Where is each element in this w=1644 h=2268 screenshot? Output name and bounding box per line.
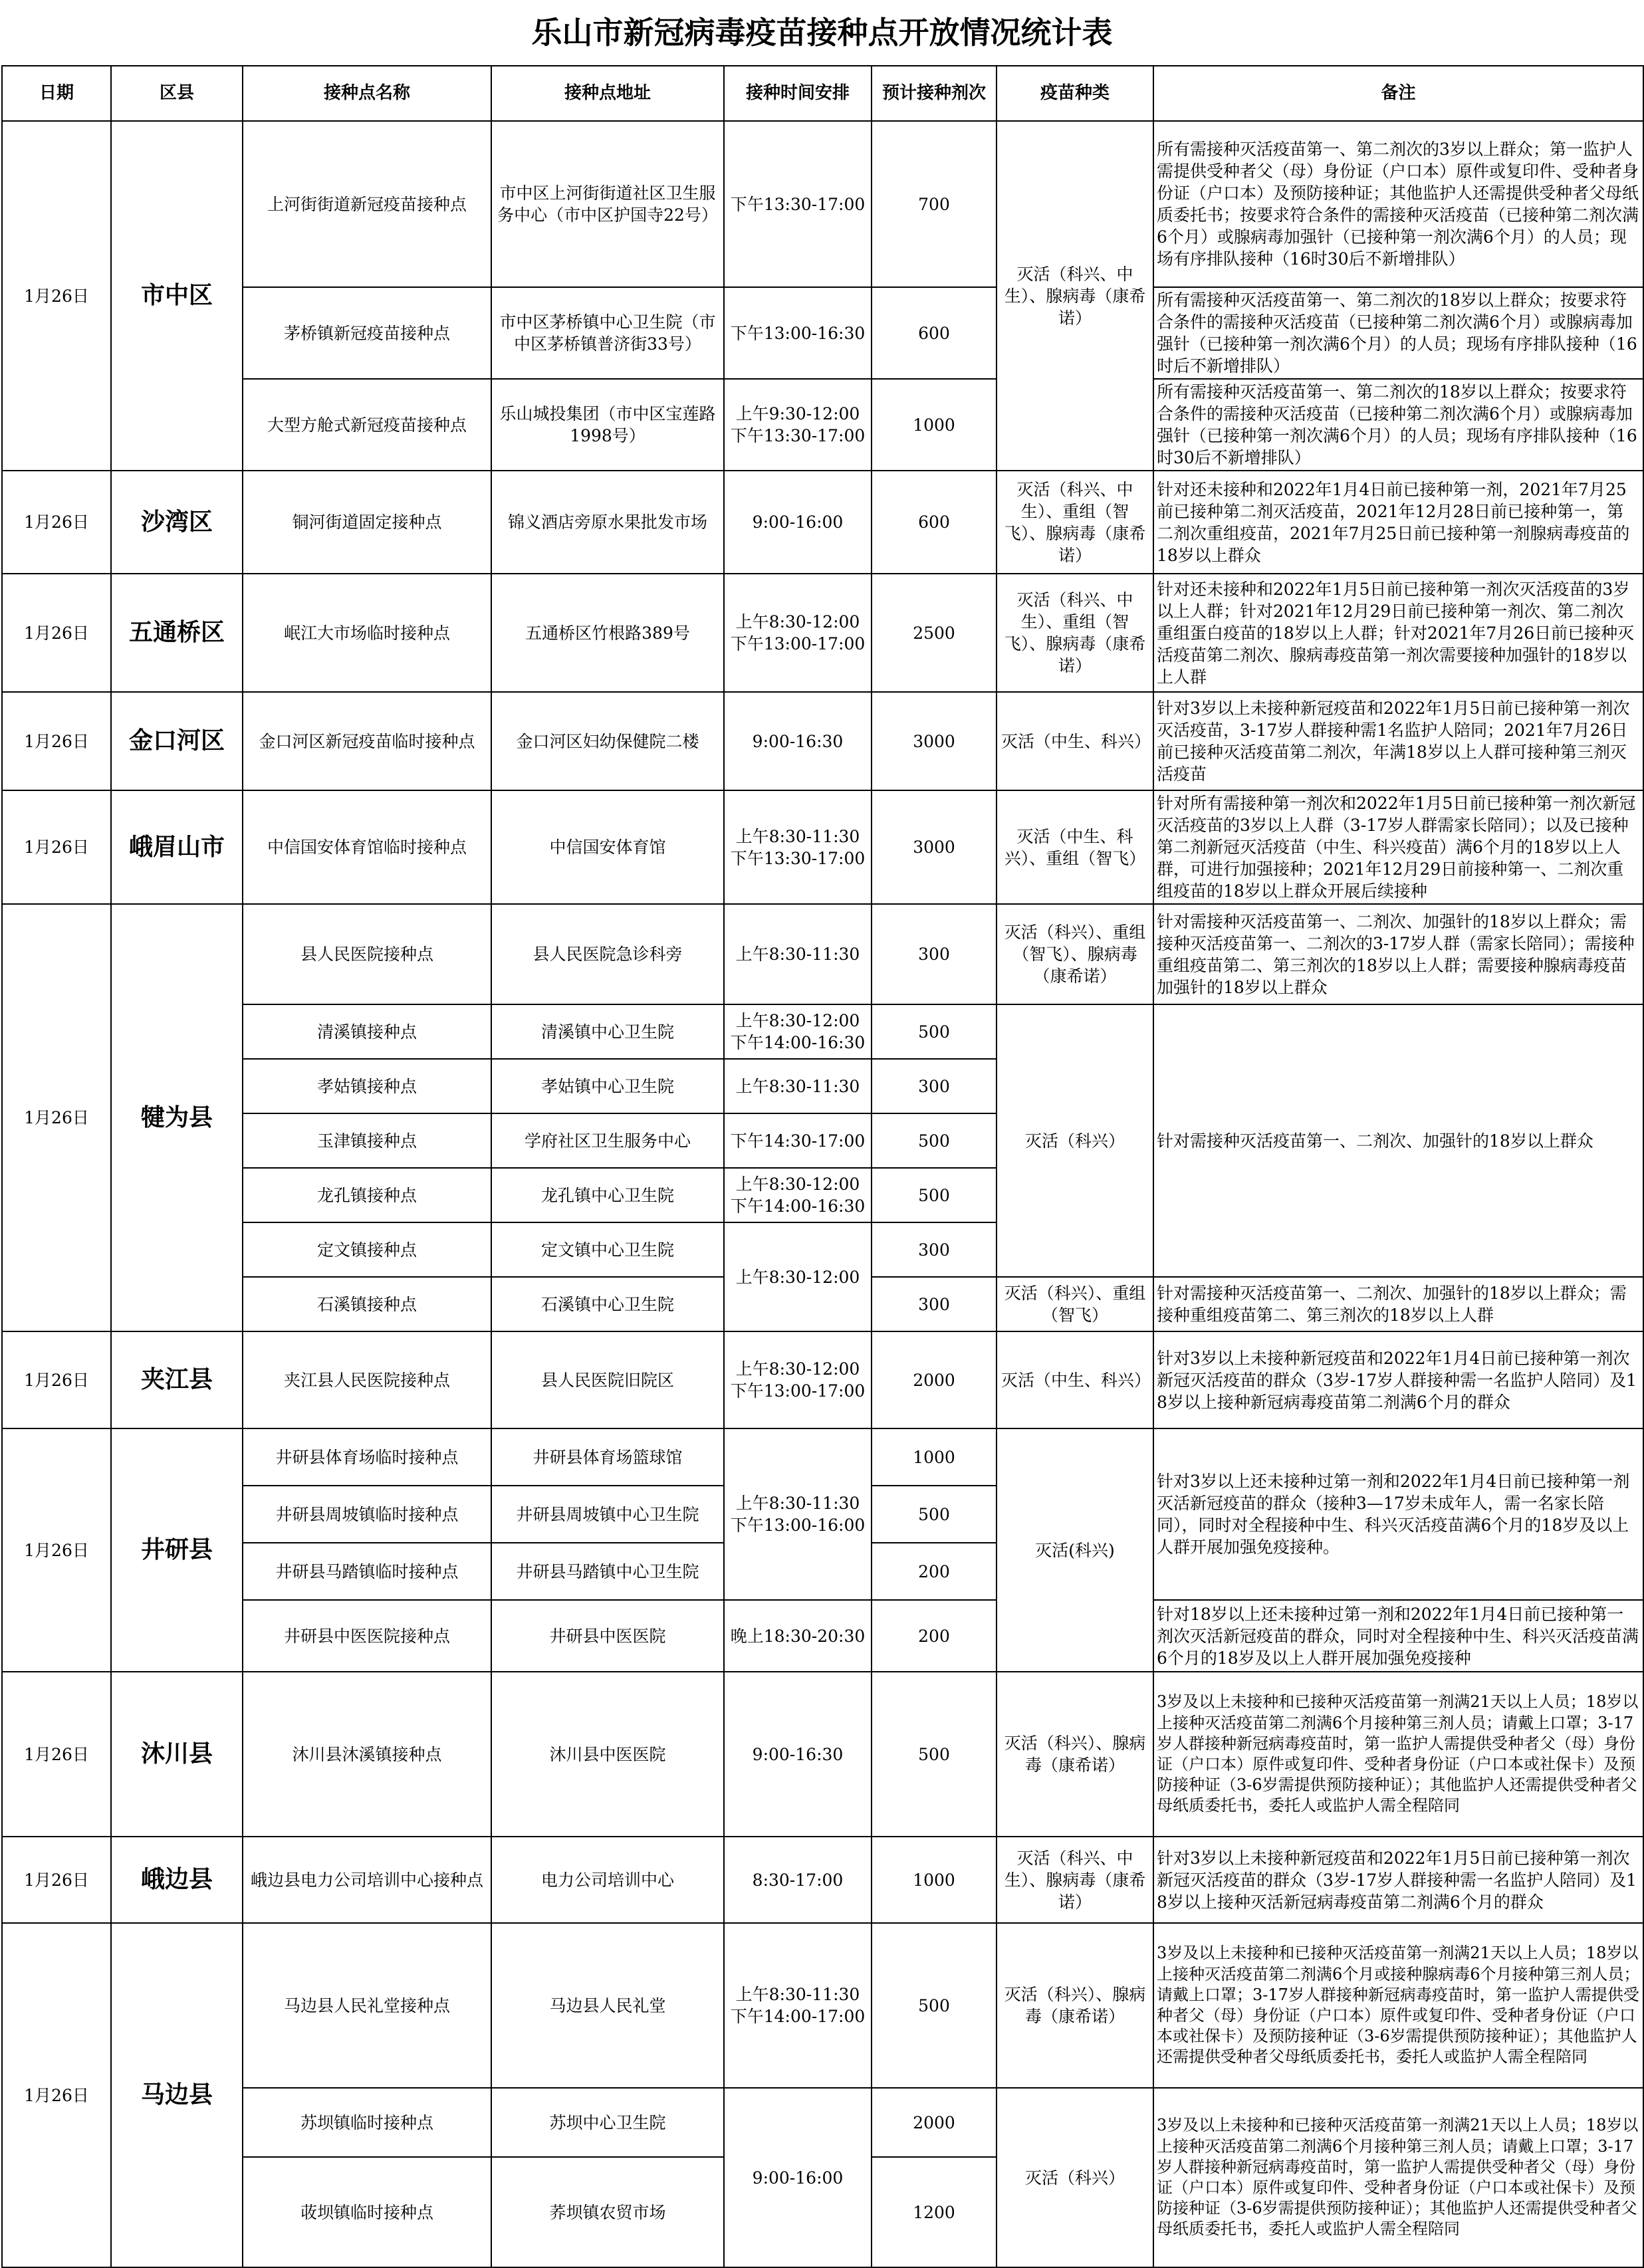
remarks-cell: 所有需接种灭活疫苗第一、第二剂次的3岁以上群众；第一监护人需提供受种者父（母）身份证（户口本）原件或复印件、受种者身份证（户口本）及预防接种证；其他监护人还需提供受种者父母纸质委托书；按要求符合条件的需接种灭活疫苗（已接种第二剂次满6个月）或腺病毒加强针（已接种第一剂次满6个月）的人员；现场有序排队接种（16时30后不新增排队） — [1153, 121, 1643, 287]
doses-cell: 600 — [872, 471, 997, 574]
date-cell: 1月26日 — [2, 904, 111, 1331]
header-vaccine-type: 疫苗种类 — [997, 66, 1153, 121]
schedule-cell: 9:00-16:00 — [724, 2088, 872, 2267]
county-cell: 井研县 — [111, 1428, 243, 1672]
vaccine-type-cell: 灭活(科兴) — [997, 1428, 1153, 1672]
schedule-cell: 9:00-16:00 — [724, 471, 872, 574]
site-name-cell: 定文镇接种点 — [243, 1222, 491, 1277]
doses-cell: 600 — [872, 287, 997, 379]
county-cell: 沙湾区 — [111, 471, 243, 574]
site-address-cell: 市中区茅桥镇中心卫生院（市中区茅桥镇普济街33号） — [491, 287, 724, 379]
header-remarks: 备注 — [1153, 66, 1643, 121]
remarks-cell: 针对3岁以上未接种新冠疫苗和2022年1月5日前已接种第一剂次灭活疫苗，3-17岁人群接种需1名监护人陪同；2021年7月26日前已接种灭活疫苗第二剂次，年满18岁以上人群可接种第三剂灭活疫苗 — [1153, 692, 1643, 790]
site-name-cell: 龙孔镇接种点 — [243, 1168, 491, 1222]
remarks-cell: 针对需接种灭活疫苗第一、二剂次、加强针的18岁以上群众 — [1153, 1004, 1643, 1277]
county-cell: 五通桥区 — [111, 574, 243, 692]
schedule-cell: 上午8:30-11:30 下午13:00-16:00 — [724, 1428, 872, 1600]
site-name-cell: 大型方舱式新冠疫苗接种点 — [243, 379, 491, 471]
date-cell: 1月26日 — [2, 790, 111, 904]
doses-cell: 500 — [872, 1113, 997, 1168]
doses-cell: 1200 — [872, 2157, 997, 2267]
date-cell: 1月26日 — [2, 1331, 111, 1428]
site-name-cell: 井研县马踏镇临时接种点 — [243, 1543, 491, 1600]
site-name-cell: 峨边县电力公司培训中心接种点 — [243, 1837, 491, 1923]
doses-cell: 200 — [872, 1543, 997, 1600]
table-row — [2, 574, 1643, 692]
site-address-cell: 定文镇中心卫生院 — [491, 1222, 724, 1277]
doses-cell: 3000 — [872, 790, 997, 904]
schedule-cell: 上午8:30-11:30 下午14:00-17:00 — [724, 1923, 872, 2088]
table-row — [2, 1428, 1643, 1486]
doses-cell: 300 — [872, 1222, 997, 1277]
doses-cell: 3000 — [872, 692, 997, 790]
vaccine-type-cell: 灭活（科兴） — [997, 2088, 1153, 2267]
vaccine-type-cell: 灭活（科兴、中生）、重组（智飞）、腺病毒（康希诺） — [997, 471, 1153, 574]
schedule-cell: 上午8:30-12:00 下午13:00-17:00 — [724, 1331, 872, 1428]
schedule-cell: 上午8:30-12:00 下午13:00-17:00 — [724, 574, 872, 692]
site-address-cell: 井研县体育场篮球馆 — [491, 1428, 724, 1486]
table-row — [2, 379, 1643, 471]
site-name-cell: 金口河区新冠疫苗临时接种点 — [243, 692, 491, 790]
doses-cell: 300 — [872, 904, 997, 1004]
site-name-cell: 井研县中医医院接种点 — [243, 1600, 491, 1672]
county-cell: 峨边县 — [111, 1837, 243, 1923]
schedule-cell: 上午8:30-11:30 — [724, 1059, 872, 1113]
county-cell: 金口河区 — [111, 692, 243, 790]
site-address-cell: 市中区上河街街道社区卫生服务中心（市中区护国寺22号） — [491, 121, 724, 287]
doses-cell: 500 — [872, 1486, 997, 1543]
site-address-cell: 井研县周坡镇中心卫生院 — [491, 1486, 724, 1543]
site-name-cell: 夹江县人民医院接种点 — [243, 1331, 491, 1428]
site-address-cell: 县人民医院旧院区 — [491, 1331, 724, 1428]
vaccine-type-cell: 灭活（科兴）、腺病毒（康希诺） — [997, 1672, 1153, 1837]
header-county: 区县 — [111, 66, 243, 121]
date-cell: 1月26日 — [2, 1672, 111, 1837]
remarks-cell: 针对需接种灭活疫苗第一、二剂次、加强针的18岁以上群众；需接种灭活疫苗第一、二剂次的3-17岁人群（需家长陪同）；需接种重组疫苗第二、第三剂次的18岁以上人群；需要接种腺病毒疫苗加强针的18岁以上群众 — [1153, 904, 1643, 1004]
schedule-cell: 下午13:30-17:00 — [724, 121, 872, 287]
doses-cell: 500 — [872, 1923, 997, 2088]
remarks-cell: 针对3岁以上还未接种过第一剂和2022年1月4日前已接种第一剂灭活新冠疫苗的群众（接种3—17岁未成年人，需一名家长陪同），同时对全程接种中生、科兴灭活疫苗满6个月的18岁及以上人群开展加强免疫接种。 — [1153, 1428, 1643, 1600]
table-row — [2, 1923, 1643, 2088]
site-name-cell: 石溪镇接种点 — [243, 1277, 491, 1331]
county-cell: 沐川县 — [111, 1672, 243, 1837]
site-address-cell: 学府社区卫生服务中心 — [491, 1113, 724, 1168]
date-cell: 1月26日 — [2, 121, 111, 471]
schedule-cell: 上午8:30-12:00 — [724, 1222, 872, 1331]
site-address-cell: 井研县中医医院 — [491, 1600, 724, 1672]
header-row — [2, 66, 1643, 121]
date-cell: 1月26日 — [2, 1923, 111, 2267]
site-address-cell: 金口河区妇幼保健院二楼 — [491, 692, 724, 790]
remarks-cell: 针对3岁以上未接种新冠疫苗和2022年1月5日前已接种第一剂次新冠灭活疫苗的群众（3岁-17岁人群接种需一名监护人陪同）及18岁以上接种灭活新冠病毒疫苗第二剂满6个月的群众 — [1153, 1837, 1643, 1923]
table-row — [2, 1600, 1643, 1672]
header-date: 日期 — [2, 66, 111, 121]
site-address-cell: 马边县人民礼堂 — [491, 1923, 724, 2088]
doses-cell: 2000 — [872, 1331, 997, 1428]
remarks-cell: 3岁及以上未接种和已接种灭活疫苗第一剂满21天以上人员；18岁以上接种灭活疫苗第二剂满6个月或接种腺病毒6个月接种第三剂人员；请戴上口罩；3-17岁人群接种新冠病毒疫苗时，第一监护人需提供受种者父（母）身份证（户口本）原件或复印件、受种者身份证（户口本或社保卡）及预防接种证（3-6岁需提供预防接种证）；其他监护人还需提供受种者父母纸质委托书，委托人或监护人需全程陪同 — [1153, 1923, 1643, 2088]
schedule-cell: 9:00-16:30 — [724, 692, 872, 790]
site-address-cell: 井研县马踏镇中心卫生院 — [491, 1543, 724, 1600]
date-cell: 1月26日 — [2, 574, 111, 692]
schedule-cell: 上午8:30-11:30 — [724, 904, 872, 1004]
doses-cell: 2000 — [872, 2088, 997, 2157]
header-site-address: 接种点地址 — [491, 66, 724, 121]
remarks-cell: 针对18岁以上还未接种过第一剂和2022年1月4日前已接种第一剂次灭活新冠疫苗的群众，同时对全程接种中生、科兴灭活疫苗满6个月的18岁及以上人群开展加强免疫接种 — [1153, 1600, 1643, 1672]
vaccine-type-cell: 灭活（科兴）、重组（智飞） — [997, 1277, 1153, 1331]
doses-cell: 1000 — [872, 1837, 997, 1923]
site-address-cell: 苏坝中心卫生院 — [491, 2088, 724, 2157]
vaccine-type-cell: 灭活（科兴）、腺病毒（康希诺） — [997, 1923, 1153, 2088]
county-cell: 市中区 — [111, 121, 243, 471]
site-address-cell: 乐山城投集团（市中区宝莲路1998号） — [491, 379, 724, 471]
doses-cell: 700 — [872, 121, 997, 287]
site-name-cell: 马边县人民礼堂接种点 — [243, 1923, 491, 2088]
schedule-cell: 8:30-17:00 — [724, 1837, 872, 1923]
schedule-cell: 下午13:00-16:30 — [724, 287, 872, 379]
table-row — [2, 790, 1643, 904]
schedule-cell: 上午8:30-12:00 下午14:00-16:30 — [724, 1168, 872, 1222]
doses-cell: 2500 — [872, 574, 997, 692]
doses-cell: 500 — [872, 1004, 997, 1059]
remarks-cell: 针对还未接种和2022年1月4日前已接种第一剂，2021年7月25前已接种第二剂灭活疫苗，2021年12月28日前已接种第一，第二剂次重组疫苗，2021年7月25日前已接种第一剂腺病毒疫苗的18岁以上群众 — [1153, 471, 1643, 574]
table-row — [2, 1672, 1643, 1837]
table-row — [2, 287, 1643, 379]
remarks-cell: 针对需接种灭活疫苗第一、二剂次、加强针的18岁以上群众；需接种重组疫苗第二、第三剂次的18岁以上人群 — [1153, 1277, 1643, 1331]
table-row — [2, 2088, 1643, 2157]
remarks-cell: 针对还未接种和2022年1月5日前已接种第一剂次灭活疫苗的3岁以上人群；针对2021年12月29日前已接种第一剂次、第二剂次重组蛋白疫苗的18岁以上人群；针对2021年7月26日前已接种灭活疫苗第二剂次、腺病毒疫苗第一剂次需要接种加强针的18岁以上人群 — [1153, 574, 1643, 692]
vaccine-type-cell: 灭活（科兴）、重组（智飞）、腺病毒（康希诺） — [997, 904, 1153, 1004]
vaccine-type-cell: 灭活（中生、科兴） — [997, 692, 1153, 790]
doses-cell: 500 — [872, 1168, 997, 1222]
schedule-cell: 9:00-16:30 — [724, 1672, 872, 1837]
table-title: 乐山市新冠病毒疫苗接种点开放情况统计表 — [531, 15, 1113, 51]
county-cell: 峨眉山市 — [111, 790, 243, 904]
site-address-cell: 锦义酒店旁原水果批发市场 — [491, 471, 724, 574]
date-cell: 1月26日 — [2, 1428, 111, 1672]
table-row — [2, 904, 1643, 1004]
site-address-cell: 石溪镇中心卫生院 — [491, 1277, 724, 1331]
site-name-cell: 中信国安体育馆临时接种点 — [243, 790, 491, 904]
site-address-cell: 县人民医院急诊科旁 — [491, 904, 724, 1004]
date-cell: 1月26日 — [2, 471, 111, 574]
doses-cell: 500 — [872, 1672, 997, 1837]
vaccine-type-cell: 灭活（科兴、中生）、重组（智飞）、腺病毒（康希诺） — [997, 574, 1153, 692]
county-cell: 犍为县 — [111, 904, 243, 1331]
table-row — [2, 1331, 1643, 1428]
schedule-cell: 下午14:30-17:00 — [724, 1113, 872, 1168]
schedule-cell: 晚上18:30-20:30 — [724, 1600, 872, 1672]
doses-cell: 1000 — [872, 379, 997, 471]
site-name-cell: 沐川县沐溪镇接种点 — [243, 1672, 491, 1837]
table-row — [2, 471, 1643, 574]
county-cell: 夹江县 — [111, 1331, 243, 1428]
county-cell: 马边县 — [111, 1923, 243, 2267]
table-row — [2, 121, 1643, 287]
site-name-cell: 铜河街道固定接种点 — [243, 471, 491, 574]
vaccine-type-cell: 灭活（科兴） — [997, 1004, 1153, 1277]
site-address-cell: 电力公司培训中心 — [491, 1837, 724, 1923]
table-row — [2, 692, 1643, 790]
site-address-cell: 龙孔镇中心卫生院 — [491, 1168, 724, 1222]
site-name-cell: 荍坝镇临时接种点 — [243, 2157, 491, 2267]
site-address-cell: 荞坝镇农贸市场 — [491, 2157, 724, 2267]
site-name-cell: 岷江大市场临时接种点 — [243, 574, 491, 692]
doses-cell: 300 — [872, 1277, 997, 1331]
site-address-cell: 清溪镇中心卫生院 — [491, 1004, 724, 1059]
table-row — [2, 1004, 1643, 1059]
site-address-cell: 中信国安体育馆 — [491, 790, 724, 904]
site-name-cell: 清溪镇接种点 — [243, 1004, 491, 1059]
remarks-cell: 针对所有需接种第一剂次和2022年1月5日前已接种第一剂次新冠灭活疫苗的3岁以上人群（3-17岁人群需家长陪同）；以及已接种第二剂新冠灭活疫苗（中生、科兴疫苗）满6个月的18岁以上人群，可进行加强接种；2021年12月29日前接种第一、二剂次重组疫苗的18岁以上群众开展后续接种 — [1153, 790, 1643, 904]
date-cell: 1月26日 — [2, 692, 111, 790]
site-address-cell: 孝姑镇中心卫生院 — [491, 1059, 724, 1113]
vaccine-type-cell: 灭活（中生、科兴）、重组（智飞） — [997, 790, 1153, 904]
vaccine-type-cell: 灭活（中生、科兴） — [997, 1331, 1153, 1428]
remarks-cell: 3岁及以上未接种和已接种灭活疫苗第一剂满21天以上人员；18岁以上接种灭活疫苗第二剂满6个月接种第三剂人员；请戴上口罩；3-17岁人群接种新冠病毒疫苗时，第一监护人需提供受种者父（母）身份证（户口本）原件或复印件、受种者身份证（户口本或社保卡）及预防接种证（3-6岁需提供预防接种证）；其他监护人还需提供受种者父母纸质委托书，委托人或监护人需全程陪同 — [1153, 2088, 1643, 2267]
site-name-cell: 玉津镇接种点 — [243, 1113, 491, 1168]
site-name-cell: 孝姑镇接种点 — [243, 1059, 491, 1113]
site-name-cell: 县人民医院接种点 — [243, 904, 491, 1004]
header-doses: 预计接种剂次 — [872, 66, 997, 121]
doses-cell: 300 — [872, 1059, 997, 1113]
date-cell: 1月26日 — [2, 1837, 111, 1923]
doses-cell: 1000 — [872, 1428, 997, 1486]
vaccine-type-cell: 灭活（科兴、中生）、腺病毒（康希诺） — [997, 121, 1153, 471]
vaccine-type-cell: 灭活（科兴、中生）、腺病毒（康希诺） — [997, 1837, 1153, 1923]
vaccination-sites-table — [1, 65, 1644, 2268]
schedule-cell: 上午9:30-12:00 下午13:30-17:00 — [724, 379, 872, 471]
remarks-cell: 所有需接种灭活疫苗第一、第二剂次的18岁以上群众；按要求符合条件的需接种灭活疫苗（已接种第二剂次满6个月）或腺病毒加强针（已接种第一剂次满6个月）的人员；现场有序排队接种（16时30后不新增排队） — [1153, 379, 1643, 471]
schedule-cell: 上午8:30-12:00 下午14:00-16:30 — [724, 1004, 872, 1059]
schedule-cell: 上午8:30-11:30 下午13:30-17:00 — [724, 790, 872, 904]
header-site-name: 接种点名称 — [243, 66, 491, 121]
remarks-cell: 3岁及以上未接种和已接种灭活疫苗第一剂满21天以上人员；18岁以上接种灭活疫苗第二剂满6个月接种第三剂人员；请戴上口罩；3-17岁人群接种新冠病毒疫苗时，第一监护人需提供受种者父（母）身份证（户口本）原件或复印件、受种者身份证（户口本或社保卡）及预防接种证（3-6岁需提供预防接种证）；其他监护人还需提供受种者父母纸质委托书，委托人或监护人需全程陪同 — [1153, 1672, 1643, 1837]
site-name-cell: 井研县周坡镇临时接种点 — [243, 1486, 491, 1543]
site-name-cell: 茅桥镇新冠疫苗接种点 — [243, 287, 491, 379]
header-schedule: 接种时间安排 — [724, 66, 872, 121]
table-row — [2, 1837, 1643, 1923]
site-address-cell: 五通桥区竹根路389号 — [491, 574, 724, 692]
site-name-cell: 井研县体育场临时接种点 — [243, 1428, 491, 1486]
site-name-cell: 上河街街道新冠疫苗接种点 — [243, 121, 491, 287]
site-name-cell: 苏坝镇临时接种点 — [243, 2088, 491, 2157]
site-address-cell: 沐川县中医医院 — [491, 1672, 724, 1837]
remarks-cell: 针对3岁以上未接种新冠疫苗和2022年1月4日前已接种第一剂次新冠灭活疫苗的群众（3岁-17岁人群接种需一名监护人陪同）及18岁以上接种新冠病毒疫苗第二剂满6个月的群众 — [1153, 1331, 1643, 1428]
doses-cell: 200 — [872, 1600, 997, 1672]
remarks-cell: 所有需接种灭活疫苗第一、第二剂次的18岁以上群众；按要求符合条件的需接种灭活疫苗（已接种第二剂次满6个月）或腺病毒加强针（已接种第一剂次满6个月）的人员；现场有序排队接种（16时后不新增排队） — [1153, 287, 1643, 379]
